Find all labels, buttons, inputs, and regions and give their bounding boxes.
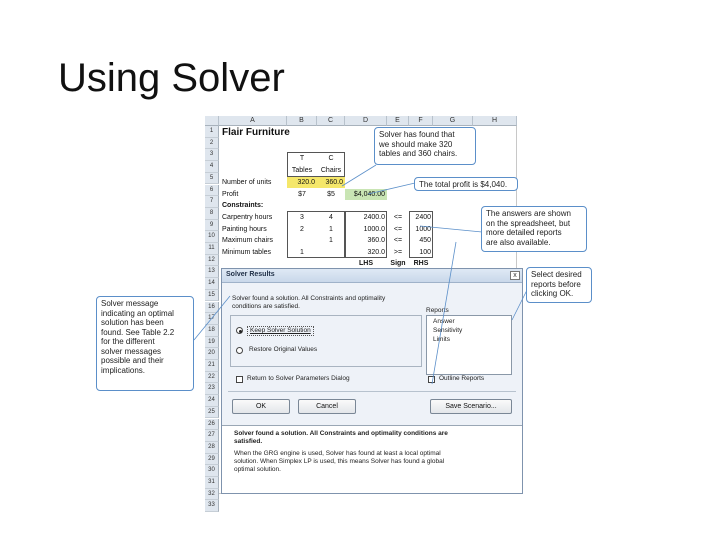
row-header[interactable]: 14 — [205, 278, 219, 290]
callout-message-line: Solver message — [101, 299, 159, 308]
constraint-sign[interactable]: <= — [393, 214, 403, 221]
cell-units-tables[interactable]: 320.0 — [287, 177, 317, 188]
constraint-lhs[interactable]: 320.0 — [367, 249, 385, 257]
callout-answers — [481, 206, 587, 252]
row-header[interactable]: 16 — [205, 302, 219, 314]
row-header[interactable]: 21 — [205, 360, 219, 372]
footer-lhs: LHS — [359, 260, 373, 267]
constraint-rhs[interactable]: 1000 — [415, 225, 431, 233]
solver-message-bold-1: Solver found a solution. All Constraints and optimality conditions are — [234, 430, 448, 437]
constraint-sign[interactable]: <= — [393, 237, 403, 245]
column-header-a[interactable]: A — [219, 116, 287, 126]
solver-message-detail-2: solution. When Simplex LP is used, this means Solver has found a global — [234, 458, 445, 465]
solver-message-detail-3: optimal solution. — [234, 466, 281, 473]
callout-answers-line: on the spreadsheet, but — [486, 218, 571, 228]
constraint-sign[interactable]: >= — [393, 249, 403, 257]
header-c: C — [328, 155, 334, 162]
row-header[interactable]: 19 — [205, 337, 219, 349]
dialog-message-line-2: conditions are satisfied. — [232, 303, 300, 310]
row-header[interactable]: 11 — [205, 243, 219, 255]
constraint-label: Maximum chairs — [222, 237, 273, 245]
callout-profit-line: The total profit is $4,040. — [419, 180, 508, 189]
row-header[interactable]: 18 — [205, 325, 219, 337]
header-tables: Tables — [291, 167, 313, 174]
callout-message-line: solution has been — [101, 318, 164, 327]
constraint-lhs[interactable]: 2400.0 — [363, 214, 385, 221]
callout-reports-line: clicking OK. — [531, 289, 574, 298]
column-header-g[interactable]: G — [433, 116, 473, 126]
header-chairs: Chairs — [320, 167, 342, 174]
callout-solver-message — [96, 296, 194, 391]
column-header-b[interactable]: B — [287, 116, 317, 126]
column-header-f[interactable]: F — [409, 116, 433, 126]
row-header[interactable]: 10 — [205, 231, 219, 243]
row-header[interactable]: 12 — [205, 255, 219, 267]
row-header[interactable]: 2 — [205, 138, 219, 150]
row-header[interactable]: 5 — [205, 173, 219, 185]
callout-message-line: possible and their — [101, 356, 164, 365]
close-icon[interactable]: x — [510, 271, 520, 280]
row-header[interactable]: 33 — [205, 500, 219, 512]
callout-select-reports — [526, 267, 592, 303]
return-dialog-label[interactable]: Return to Solver Parameters Dialog — [247, 375, 350, 382]
row-header[interactable]: 1 — [205, 126, 219, 138]
row-header[interactable]: 15 — [205, 290, 219, 302]
callout-answers-line: The answers are shown — [486, 209, 571, 218]
cell-profit-tables[interactable]: $7 — [298, 191, 306, 198]
label-constraints: Constraints: — [222, 202, 264, 209]
constraint-label: Carpentry hours — [222, 214, 273, 221]
callout-found-line: we should make 320 — [379, 139, 453, 149]
row-header[interactable]: 17 — [205, 313, 219, 325]
row-header[interactable]: 30 — [205, 465, 219, 477]
report-sensitivity[interactable]: Sensitivity — [433, 327, 463, 334]
callout-answers-line: more detailed reports — [486, 228, 562, 237]
constraint-coef-tables[interactable]: 1 — [300, 249, 304, 257]
constraint-rhs[interactable]: 100 — [419, 249, 431, 257]
row-header[interactable]: 20 — [205, 348, 219, 360]
callout-reports-line: reports before — [531, 279, 581, 289]
constraint-coef-tables[interactable]: 2 — [300, 225, 304, 233]
row-header[interactable]: 32 — [205, 489, 219, 501]
constraint-lhs[interactable]: 360.0 — [367, 237, 385, 245]
callout-found-line: Solver has found that — [379, 130, 455, 139]
constraint-label: Painting hours — [222, 225, 267, 233]
callout-message-line: implications. — [101, 365, 146, 375]
slide-title: Using Solver — [58, 56, 285, 100]
column-header-h[interactable]: H — [473, 116, 517, 126]
row-header[interactable]: 7 — [205, 196, 219, 208]
row-header[interactable]: 28 — [205, 442, 219, 454]
constraint-coef-chairs[interactable]: 4 — [329, 214, 333, 221]
row-header[interactable]: 22 — [205, 372, 219, 384]
cell-profit-chairs[interactable]: $5 — [327, 191, 335, 198]
keep-solution-label[interactable]: Keep Solver Solution — [247, 326, 314, 336]
solver-message-detail-1: When the GRG engine is used, Solver has found at least a local optimal — [234, 450, 441, 457]
header-t: T — [299, 155, 305, 162]
save-scenario-button[interactable]: Save Scenario... — [430, 399, 512, 414]
row-header[interactable]: 26 — [205, 419, 219, 431]
sheet-title: Flair Furniture — [222, 127, 290, 138]
row-header[interactable]: 25 — [205, 407, 219, 419]
label-profit: Profit — [222, 191, 239, 198]
constraint-coef-chairs[interactable]: 1 — [329, 225, 333, 233]
constraint-rhs[interactable]: 450 — [419, 237, 431, 245]
callout-message-line: indicating an optimal — [101, 308, 174, 318]
row-header[interactable]: 23 — [205, 383, 219, 395]
callout-solution-found — [374, 127, 476, 165]
cell-units-chairs[interactable]: 360.0 — [317, 177, 345, 188]
ok-button[interactable]: OK — [232, 399, 290, 414]
solver-message-bold-2: satisfied. — [234, 438, 263, 445]
label-number-of-units: Number of units — [222, 179, 272, 186]
row-header[interactable]: 8 — [205, 208, 219, 220]
column-header-d[interactable]: D — [345, 116, 387, 126]
column-header-c[interactable]: C — [317, 116, 345, 126]
row-header[interactable]: 29 — [205, 454, 219, 466]
restore-values-label[interactable]: Restore Original Values — [249, 346, 318, 353]
row-header[interactable]: 3 — [205, 149, 219, 161]
outline-reports-label[interactable]: Outline Reports — [439, 375, 485, 382]
row-header[interactable]: 4 — [205, 161, 219, 173]
callout-message-line: for the different — [101, 337, 155, 346]
constraint-rhs[interactable]: 2400 — [415, 214, 431, 221]
dialog-message-line-1: Solver found a solution. All Constraints and optimality — [232, 295, 386, 302]
row-header[interactable]: 6 — [205, 185, 219, 197]
dialog-title: Solver Results — [226, 271, 275, 278]
callout-message-line: found. See Table 2.2 — [101, 327, 175, 337]
callout-answers-line: are also available. — [486, 237, 551, 247]
row-header[interactable]: 13 — [205, 266, 219, 278]
cancel-button[interactable]: Cancel — [298, 399, 356, 414]
column-header-e[interactable]: E — [387, 116, 409, 126]
cell-total-profit[interactable]: $4,040.00 — [345, 189, 387, 200]
callout-reports-line: Select desired — [531, 270, 582, 279]
reports-label: Reports — [426, 307, 449, 314]
constraint-coef-tables[interactable]: 3 — [300, 214, 304, 221]
footer-sign: Sign — [390, 260, 406, 267]
footer-rhs: RHS — [413, 260, 429, 267]
constraint-sign[interactable]: <= — [393, 225, 403, 233]
constraint-label: Minimum tables — [222, 249, 272, 257]
row-header[interactable]: 27 — [205, 430, 219, 442]
report-limits[interactable]: Limits — [433, 336, 450, 343]
constraint-lhs[interactable]: 1000.0 — [363, 225, 385, 233]
callout-total-profit — [414, 177, 518, 191]
callout-message-line: solver messages — [101, 346, 162, 356]
row-header[interactable]: 9 — [205, 220, 219, 232]
report-answer[interactable]: Answer — [433, 318, 455, 325]
row-header[interactable]: 31 — [205, 477, 219, 489]
constraint-coef-chairs[interactable]: 1 — [329, 237, 333, 245]
callout-found-line: tables and 360 chairs. — [379, 149, 458, 158]
row-header[interactable]: 24 — [205, 395, 219, 407]
